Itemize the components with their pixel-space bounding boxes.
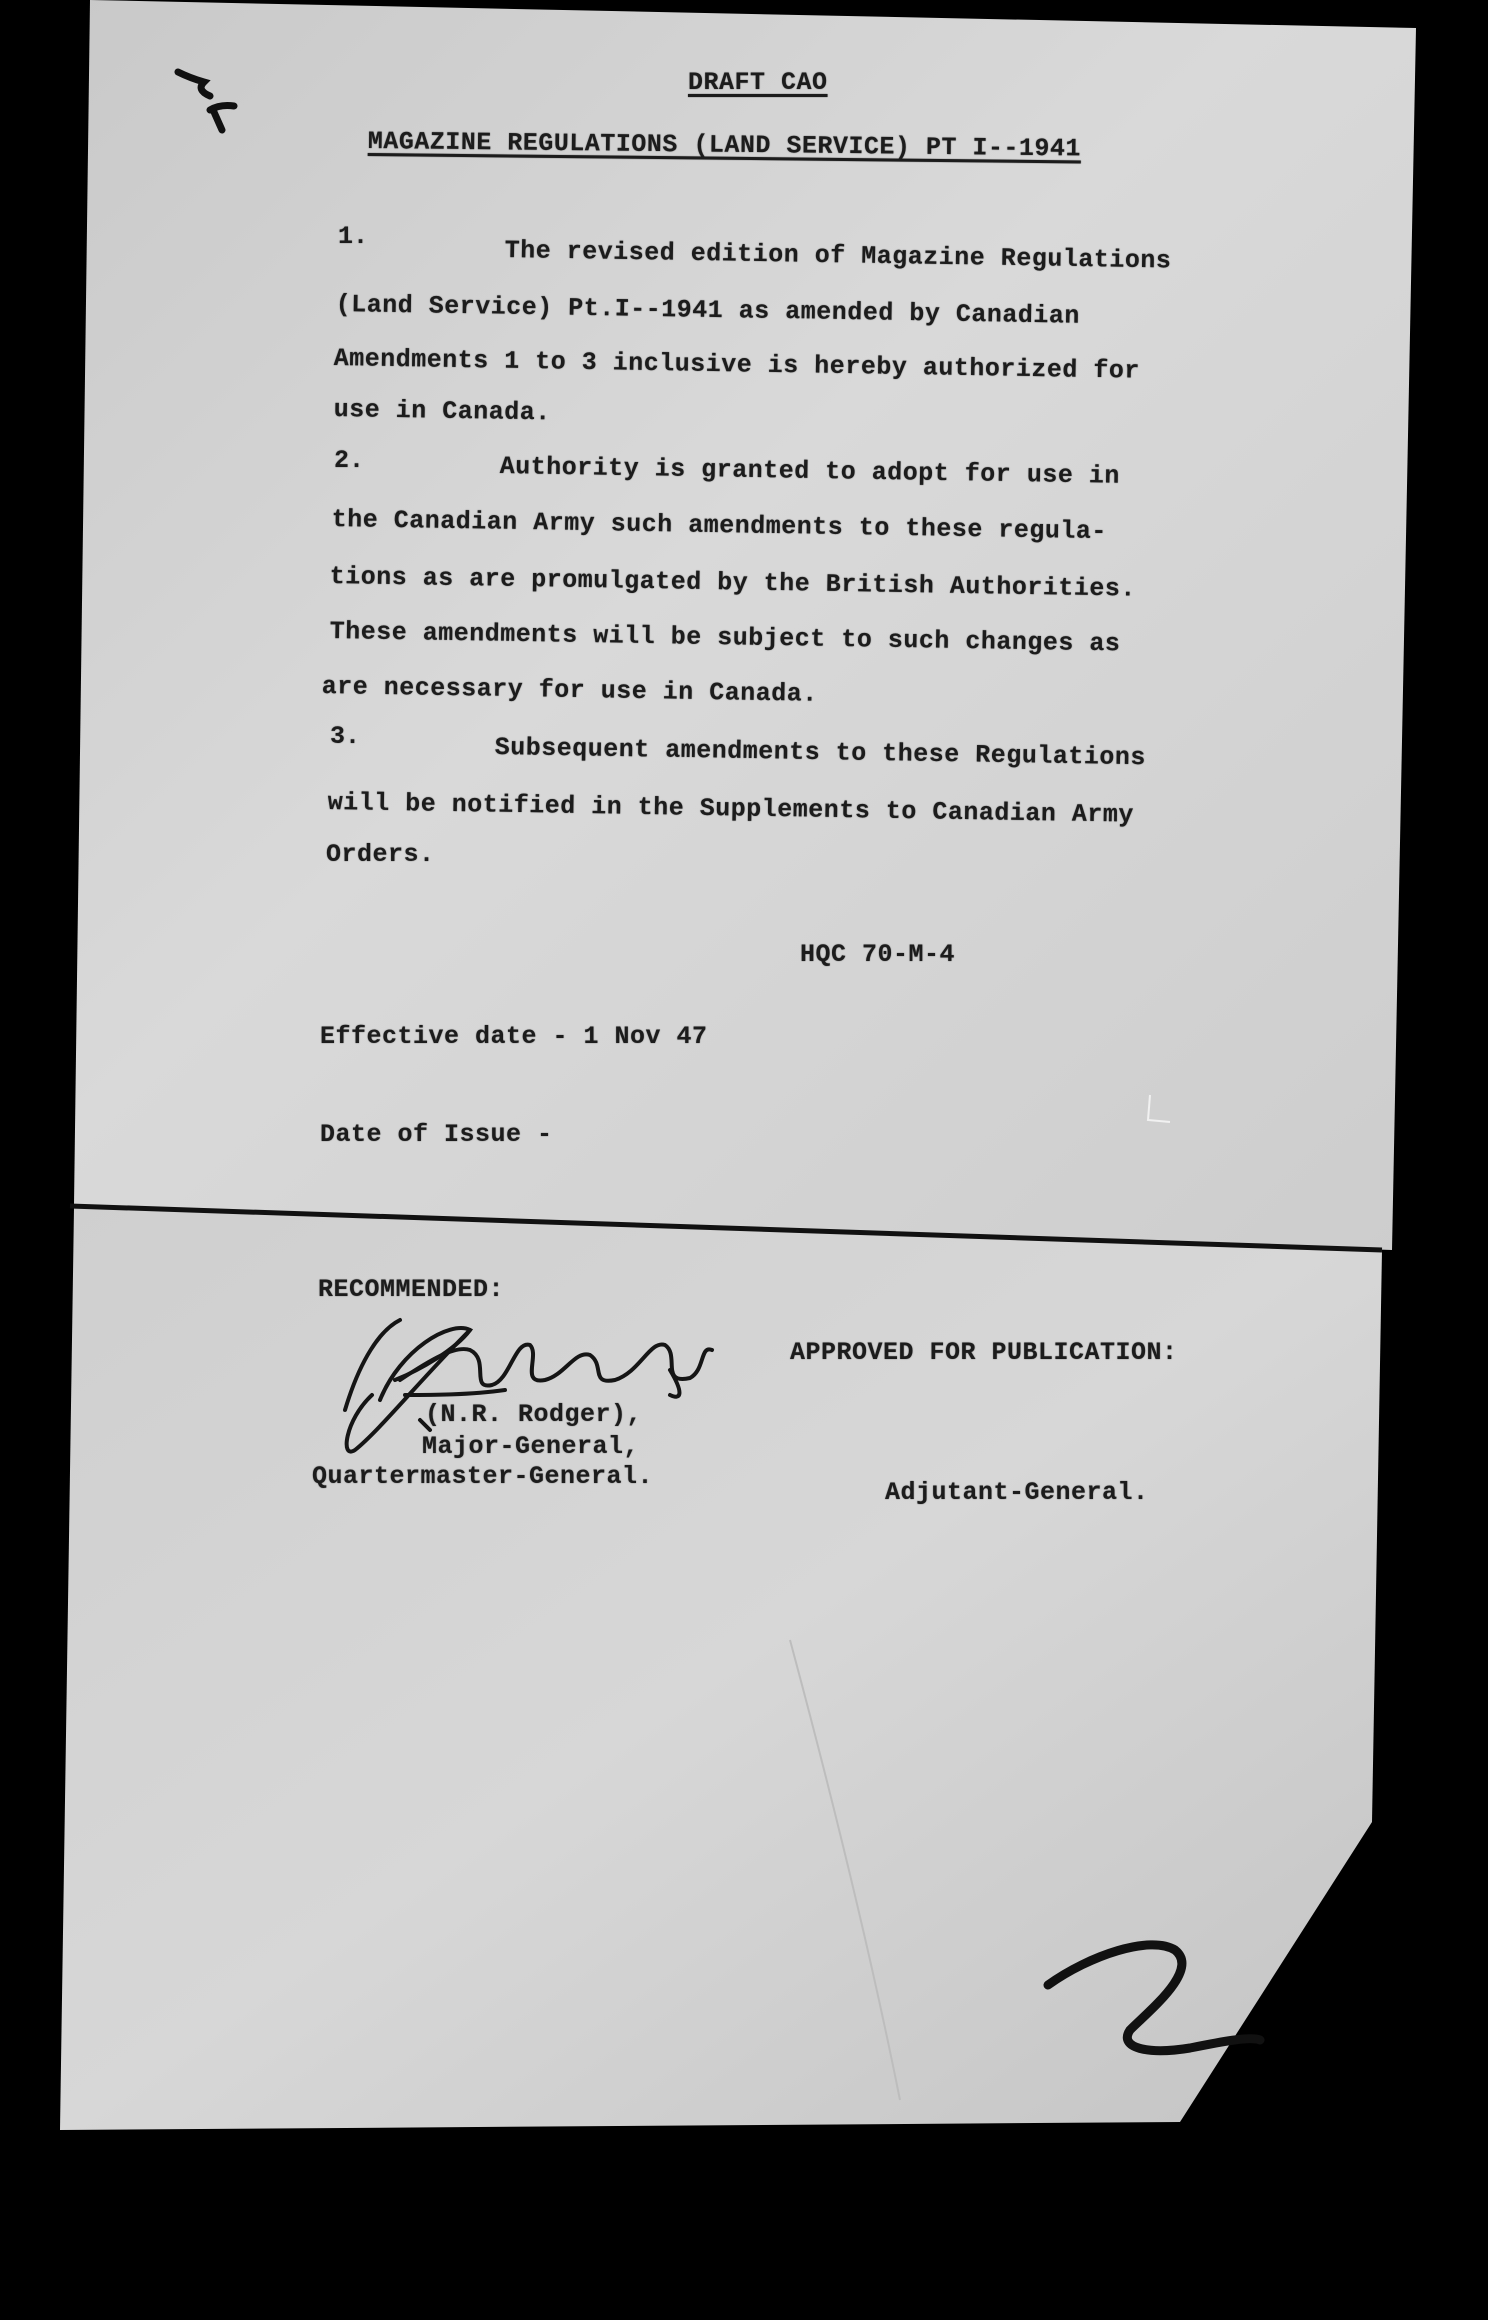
signatory-rank: Major-General,: [422, 1432, 640, 1461]
approver-title: Adjutant-General.: [885, 1478, 1149, 1507]
paragraph-2-line-4: These amendments will be subject to such changes as: [329, 617, 1121, 659]
paragraph-2-line-1: Authority is granted to adopt for use in: [499, 452, 1121, 491]
paragraph-3-line-1: Subsequent amendments to these Regulations: [494, 733, 1147, 773]
effective-date: Effective date - 1 Nov 47: [320, 1022, 708, 1051]
signatory-title: Quartermaster-General.: [312, 1462, 654, 1491]
paragraph-3-line-2: will be notified in the Supplements to Canadian Army: [327, 788, 1135, 830]
date-of-issue: Date of Issue -: [320, 1120, 553, 1149]
paragraph-2-line-2: the Canadian Army such amendments to these regula-: [331, 505, 1108, 547]
file-reference: HQC 70-M-4: [800, 940, 956, 969]
paragraph-3-number: 3.: [330, 722, 361, 751]
paragraph-3-line-3: Orders.: [326, 840, 435, 869]
approved-for-publication-label: APPROVED FOR PUBLICATION:: [790, 1338, 1178, 1367]
recommended-label: RECOMMENDED:: [318, 1275, 505, 1304]
lower-sheet: [60, 1208, 1382, 2130]
paragraph-1-line-1: The revised edition of Magazine Regulations: [504, 236, 1172, 276]
paragraph-1-line-4: use in Canada.: [333, 395, 552, 428]
paragraph-2-line-5: are necessary for use in Canada.: [321, 672, 819, 709]
signatory-name: (N.R. Rodger),: [425, 1400, 643, 1429]
paragraph-2-number: 2.: [334, 446, 365, 475]
paragraph-1-line-3: Amendments 1 to 3 inclusive is hereby authorized for: [333, 344, 1141, 386]
paragraph-1-number: 1.: [338, 222, 369, 251]
paragraph-1-line-2: (Land Service) Pt.I--1941 as amended by Canadian: [335, 290, 1081, 331]
document-subtitle: MAGAZINE REGULATIONS (LAND SERVICE) PT I--1941: [367, 127, 1082, 164]
document-title: DRAFT CAO: [688, 68, 828, 97]
paragraph-2-line-3: tions as are promulgated by the British Authorities.: [329, 562, 1137, 604]
